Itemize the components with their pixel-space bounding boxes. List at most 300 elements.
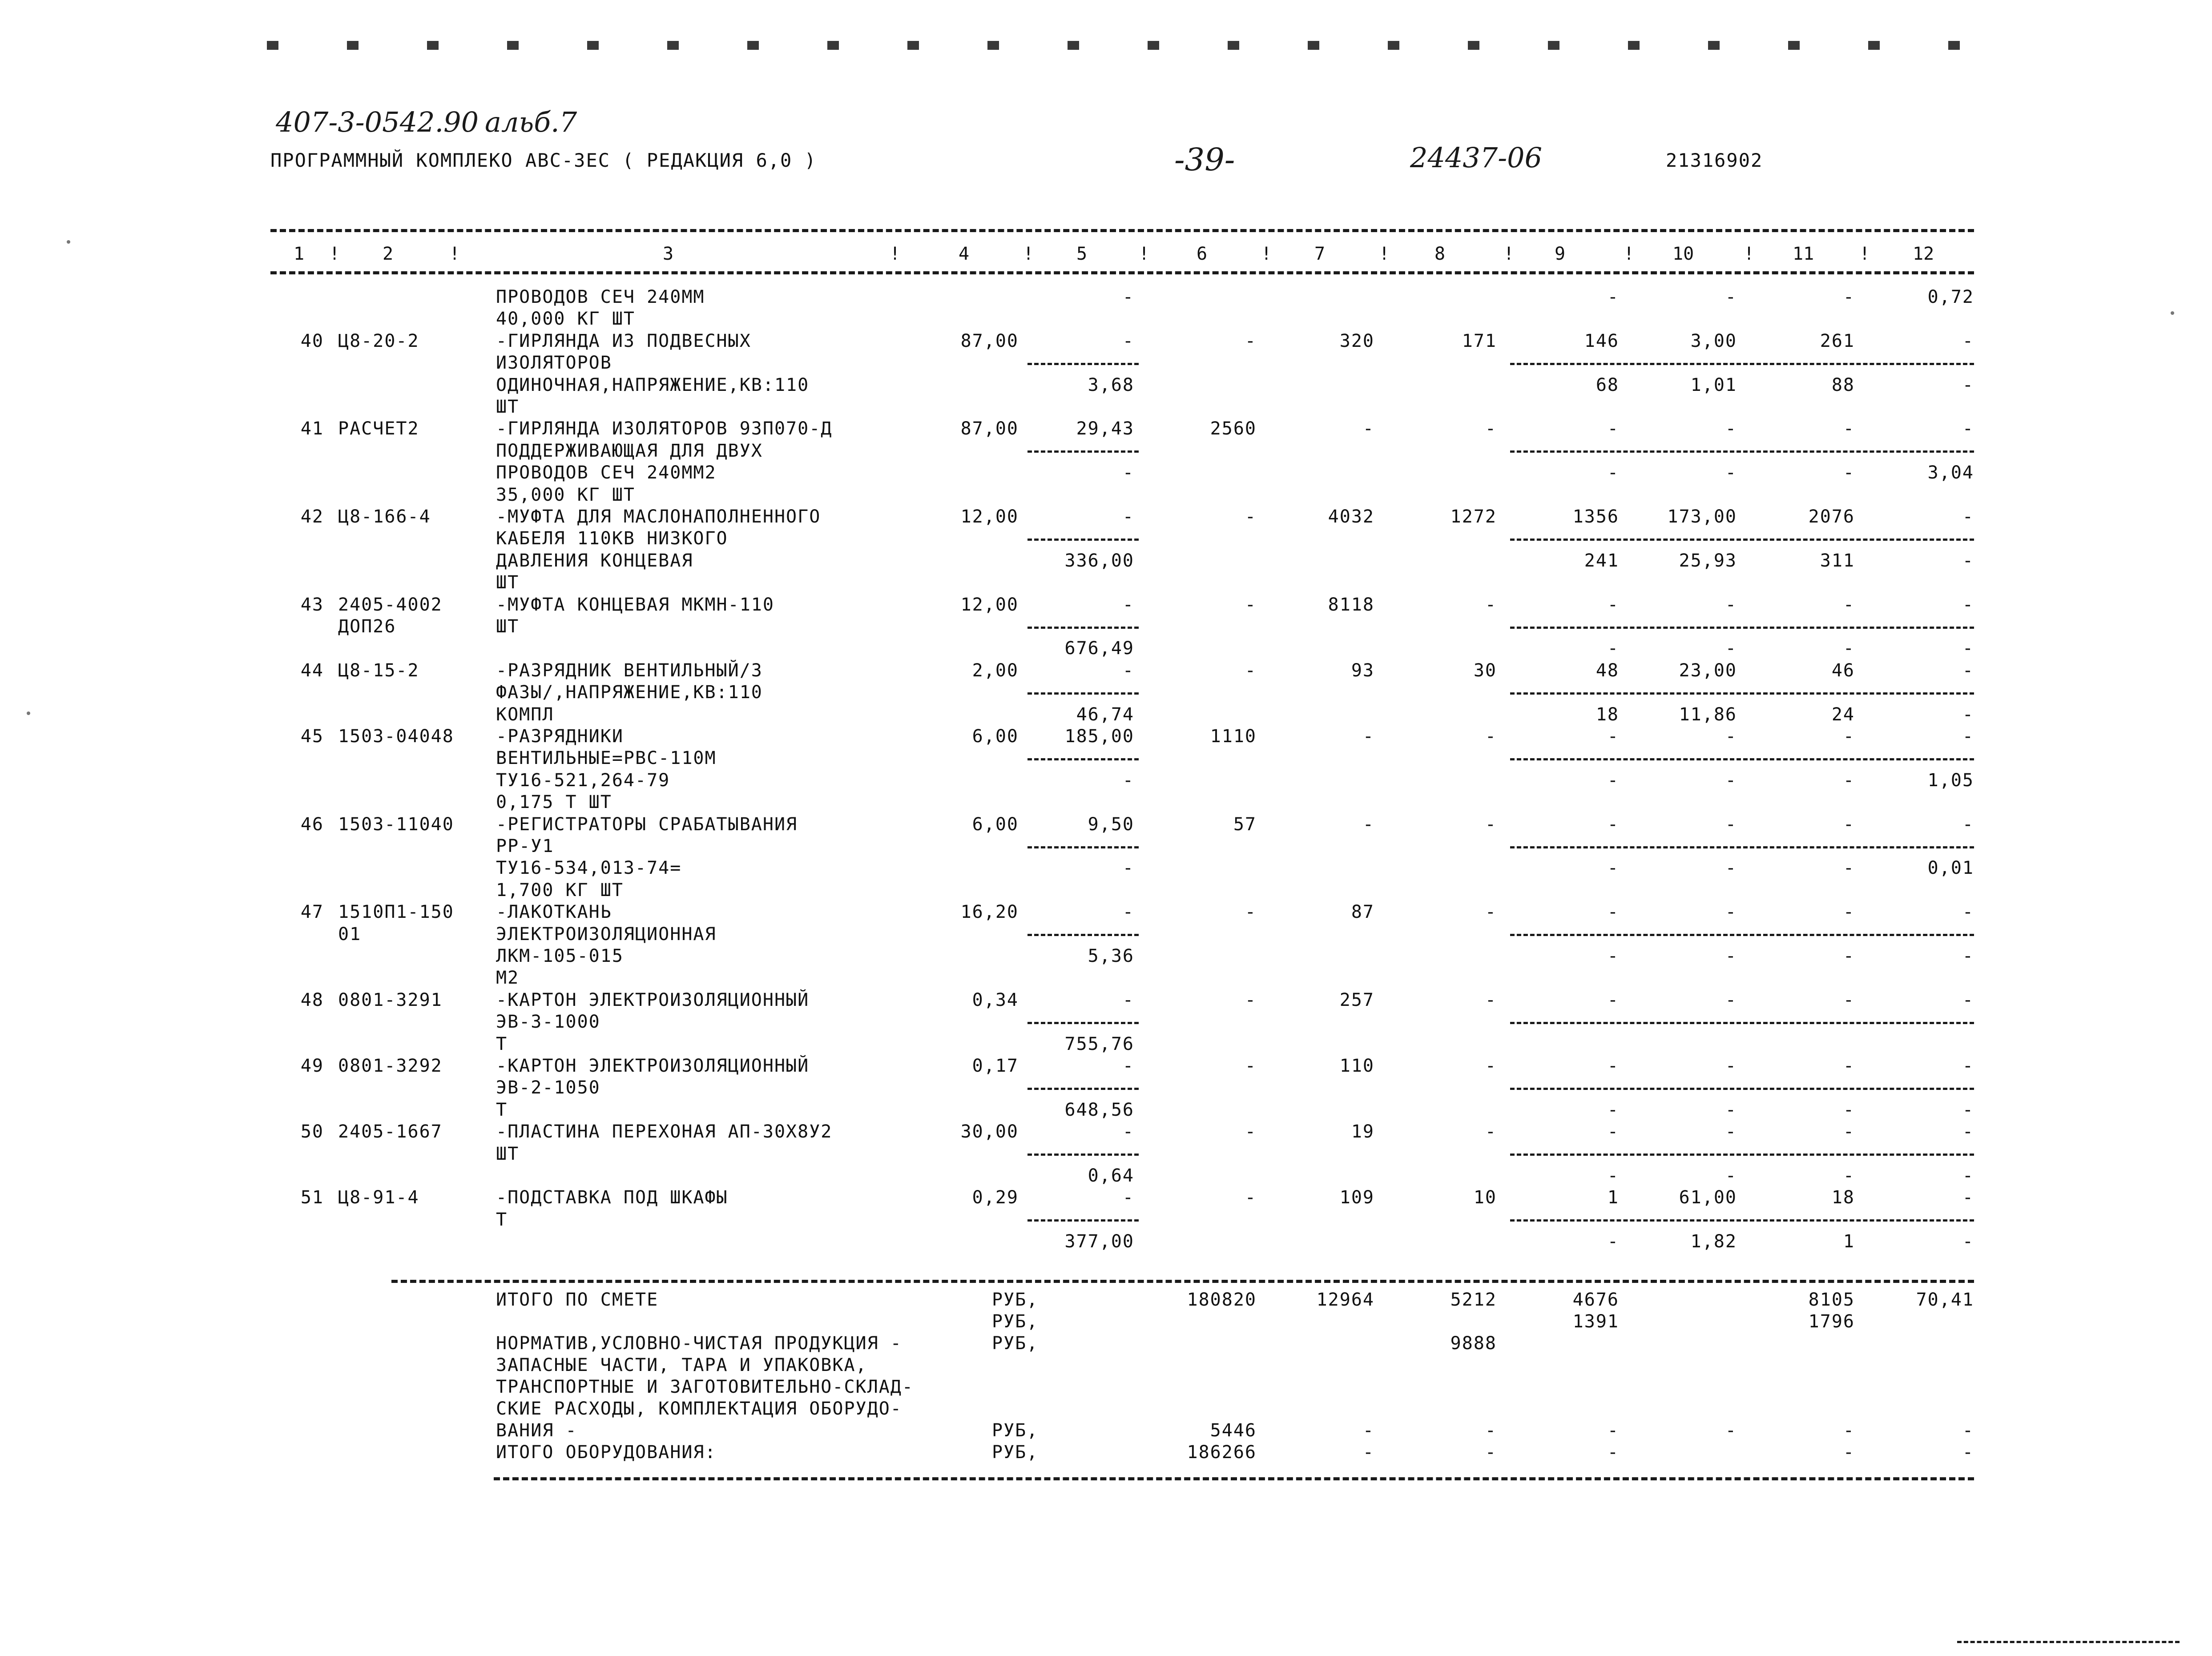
cell-col-11: - <box>1843 990 1855 1010</box>
cell-col-7: 110 <box>1339 1056 1374 1076</box>
cell-col-10: - <box>1725 418 1737 439</box>
description: -ЛАКОТКАНЬ <box>496 902 612 922</box>
description: РР-У1 <box>496 836 554 856</box>
cell-col-8: 30 <box>1473 660 1497 681</box>
cell-col-6: - <box>1245 902 1257 922</box>
price-underline <box>1027 934 1139 936</box>
column-separator: ! <box>890 244 901 264</box>
cell-col-11: - <box>1843 946 1855 966</box>
resource-code: 1503-04048 <box>338 726 454 747</box>
cell-col-7: 4032 <box>1328 506 1374 527</box>
cell-col-10: - <box>1725 902 1737 922</box>
description: ФАЗЫ/,НАПРЯЖЕНИЕ,КВ:110 <box>496 682 763 703</box>
description: -МУФТА КОНЦЕВАЯ МКМН-110 <box>496 595 774 615</box>
cell-col-5: 648,56 <box>1064 1100 1134 1120</box>
totals-col-8: 5212 <box>1450 1290 1497 1310</box>
price-underline <box>1027 539 1139 541</box>
cell-col-11: - <box>1843 902 1855 922</box>
totals-label: ИТОГО ОБОРУДОВАНИЯ: <box>496 1442 717 1463</box>
description: -РЕГИСТРАТОРЫ СРАБАТЫВАНИЯ <box>496 814 798 835</box>
cell-col-11: 311 <box>1820 551 1855 571</box>
cell-col-5: - <box>1122 1121 1134 1142</box>
column-header-6: 6 <box>1197 244 1208 264</box>
cell-col-4: 12,00 <box>960 595 1019 615</box>
cell-col-6: - <box>1245 331 1257 351</box>
row-number: 47 <box>300 902 324 922</box>
totals-col-8: - <box>1485 1442 1497 1463</box>
row-number: 48 <box>300 990 324 1010</box>
totals-col-7: - <box>1362 1442 1374 1463</box>
cell-col-11: - <box>1843 1100 1855 1120</box>
totals-col-6: 186266 <box>1187 1442 1257 1463</box>
description: Т <box>496 1034 508 1054</box>
totals-rule <box>391 1280 1974 1283</box>
page-number: -39- <box>1174 141 1235 178</box>
column-separator: ! <box>1624 244 1635 264</box>
totals-label: ВАНИЯ - <box>496 1420 577 1441</box>
doc-number: 21316902 <box>1666 149 1763 171</box>
price-underline <box>1027 450 1139 453</box>
cell-col-9: - <box>1607 287 1619 307</box>
row-number: 43 <box>300 595 324 615</box>
description: КАБЕЛЯ 110КВ НИЗКОГО <box>496 528 728 549</box>
totals-col-12: 70,41 <box>1916 1290 1974 1310</box>
column-header-8: 8 <box>1434 244 1446 264</box>
resource-code: 01 <box>338 924 362 945</box>
cell-col-11: - <box>1843 595 1855 615</box>
cell-col-5: - <box>1122 287 1134 307</box>
totals-label: НОРМАТИВ,УСЛОВНО-ЧИСТАЯ ПРОДУКЦИЯ - <box>496 1333 902 1354</box>
cell-col-12: - <box>1962 638 1974 659</box>
cell-col-12: - <box>1962 946 1974 966</box>
column-separator: ! <box>1379 244 1390 264</box>
totals-col-9: 4676 <box>1572 1290 1619 1310</box>
cell-col-10: 23,00 <box>1679 660 1737 681</box>
price-underline <box>1027 627 1139 629</box>
column-header-4: 4 <box>959 244 970 264</box>
resource-code: Ц8-91-4 <box>338 1187 419 1208</box>
totals-col-10: - <box>1725 1420 1737 1441</box>
scan-speck <box>2171 311 2174 315</box>
description: ПРОВОДОВ СЕЧ 240ММ2 <box>496 462 717 483</box>
totals-unit: РУБ, <box>992 1290 1039 1310</box>
price-underline <box>1027 1022 1139 1024</box>
price-underline <box>1027 758 1139 760</box>
cell-col-4: 0,29 <box>972 1187 1019 1208</box>
cell-col-9: - <box>1607 1056 1619 1076</box>
cell-col-5: - <box>1122 902 1134 922</box>
cell-col-9: - <box>1607 814 1619 835</box>
cell-col-4: 87,00 <box>960 331 1019 351</box>
handwritten-album: альб.7 <box>485 106 577 138</box>
cell-col-11: 46 <box>1831 660 1855 681</box>
cell-col-5: 676,49 <box>1064 638 1134 659</box>
totals-label: СКИЕ РАСХОДЫ, КОМПЛЕКТАЦИЯ ОБОРУДО- <box>496 1399 902 1419</box>
resource-code: 0801-3291 <box>338 990 443 1010</box>
description: -ГИРЛЯНДА ИЗ ПОДВЕСНЫХ <box>496 331 751 351</box>
totals-col-7: 12964 <box>1316 1290 1374 1310</box>
cell-col-10: - <box>1725 1056 1737 1076</box>
cell-col-11: 24 <box>1831 704 1855 725</box>
cell-col-5: - <box>1122 660 1134 681</box>
price-underline <box>1510 450 1974 453</box>
cell-col-4: 6,00 <box>972 814 1019 835</box>
totals-label: ИТОГО ПО СМЕТЕ <box>496 1290 659 1310</box>
cell-col-5: - <box>1122 462 1134 483</box>
totals-label: ТРАНСПОРТНЫЕ И ЗАГОТОВИТЕЛЬНО-СКЛАД- <box>496 1377 914 1397</box>
row-number: 45 <box>300 726 324 747</box>
cell-col-11: 18 <box>1831 1187 1855 1208</box>
column-header-1: 1 <box>294 244 305 264</box>
cell-col-5: - <box>1122 1056 1134 1076</box>
cell-col-12: - <box>1962 704 1974 725</box>
cell-col-8: - <box>1485 726 1497 747</box>
description: ЭВ-3-1000 <box>496 1012 600 1032</box>
cell-col-10: 173,00 <box>1667 506 1737 527</box>
cell-col-6: 1110 <box>1210 726 1257 747</box>
cell-col-7: - <box>1362 814 1374 835</box>
price-underline <box>1510 1088 1974 1090</box>
scan-speck <box>67 240 70 244</box>
cell-col-11: - <box>1843 858 1855 878</box>
totals-col-11: 1796 <box>1808 1311 1855 1332</box>
totals-unit: РУБ, <box>992 1311 1039 1332</box>
totals-col-9: - <box>1607 1420 1619 1441</box>
cell-col-12: - <box>1962 418 1974 439</box>
description: ЭЛЕКТРОИЗОЛЯЦИОННАЯ <box>496 924 717 945</box>
totals-col-9: - <box>1607 1442 1619 1463</box>
cell-col-9: - <box>1607 858 1619 878</box>
totals-col-6: 180820 <box>1187 1290 1257 1310</box>
cell-col-4: 6,00 <box>972 726 1019 747</box>
cell-col-5: 336,00 <box>1064 551 1134 571</box>
cell-col-10: 1,82 <box>1690 1231 1737 1252</box>
cell-col-12: - <box>1962 1100 1974 1120</box>
cell-col-9: - <box>1607 990 1619 1010</box>
totals-unit: РУБ, <box>992 1333 1039 1354</box>
cell-col-5: 377,00 <box>1064 1231 1134 1252</box>
resource-code: 2405-4002 <box>338 595 443 615</box>
price-underline <box>1510 692 1974 695</box>
cell-col-5: 5,36 <box>1088 946 1134 966</box>
cell-col-9: 18 <box>1596 704 1619 725</box>
resource-code: РАСЧЕТ2 <box>338 418 419 439</box>
cell-col-10: - <box>1725 595 1737 615</box>
price-underline <box>1510 758 1974 760</box>
row-number: 40 <box>300 331 324 351</box>
resource-code: ДОП26 <box>338 616 396 637</box>
row-number: 51 <box>300 1187 324 1208</box>
cell-col-9: 241 <box>1584 551 1619 571</box>
cell-col-12: - <box>1962 1166 1974 1186</box>
cell-col-12: - <box>1962 551 1974 571</box>
row-number: 41 <box>300 418 324 439</box>
cell-col-11: 261 <box>1820 331 1855 351</box>
totals-col-11: 8105 <box>1808 1290 1855 1310</box>
cell-col-7: 19 <box>1351 1121 1374 1142</box>
resource-code: 0801-3292 <box>338 1056 443 1076</box>
cell-col-5: 0,64 <box>1088 1166 1134 1186</box>
cell-col-7: 93 <box>1351 660 1374 681</box>
cell-col-8: - <box>1485 418 1497 439</box>
description: 40,000 КГ ШТ <box>496 309 635 329</box>
cell-col-12: - <box>1962 660 1974 681</box>
cell-col-10: - <box>1725 990 1737 1010</box>
cell-col-8: - <box>1485 1056 1497 1076</box>
price-underline <box>1027 1219 1139 1222</box>
price-underline <box>1510 627 1974 629</box>
cell-col-6: - <box>1245 990 1257 1010</box>
cell-col-5: 755,76 <box>1064 1034 1134 1054</box>
cell-col-12: - <box>1962 990 1974 1010</box>
description: -КАРТОН ЭЛЕКТРОИЗОЛЯЦИОННЫЙ <box>496 990 810 1010</box>
cell-col-11: - <box>1843 1121 1855 1142</box>
cell-col-8: 1272 <box>1450 506 1497 527</box>
cell-col-11: - <box>1843 726 1855 747</box>
row-number: 42 <box>300 506 324 527</box>
cell-col-6: - <box>1245 660 1257 681</box>
cell-col-5: - <box>1122 595 1134 615</box>
description: -ПЛАСТИНА ПЕРЕХОНАЯ АП-30Х8У2 <box>496 1121 833 1142</box>
column-header-7: 7 <box>1314 244 1326 264</box>
column-header-9: 9 <box>1555 244 1566 264</box>
cell-col-5: - <box>1122 506 1134 527</box>
cell-col-4: 16,20 <box>960 902 1019 922</box>
row-number: 46 <box>300 814 324 835</box>
cell-col-9: - <box>1607 1231 1619 1252</box>
cell-col-6: - <box>1245 1121 1257 1142</box>
description: ПРОВОДОВ СЕЧ 240ММ <box>496 287 705 307</box>
cell-col-11: - <box>1843 462 1855 483</box>
cell-col-12: - <box>1962 1231 1974 1252</box>
cell-col-9: - <box>1607 946 1619 966</box>
cell-col-11: - <box>1843 1166 1855 1186</box>
cell-col-7: 320 <box>1339 331 1374 351</box>
price-underline <box>1027 692 1139 695</box>
column-separator: ! <box>1859 244 1870 264</box>
totals-col-7: - <box>1362 1420 1374 1441</box>
header-rule-bottom <box>270 271 1974 274</box>
cell-col-5: - <box>1122 331 1134 351</box>
cell-col-8: - <box>1485 902 1497 922</box>
cell-col-5: 3,68 <box>1088 375 1134 395</box>
cell-col-12: - <box>1962 1121 1974 1142</box>
description: ВЕНТИЛЬНЫЕ=РВС-110М <box>496 748 717 768</box>
cell-col-9: 1 <box>1607 1187 1619 1208</box>
cell-col-12: 0,72 <box>1927 287 1974 307</box>
description: КОМПЛ <box>496 704 554 725</box>
resource-code: Ц8-20-2 <box>338 331 419 351</box>
description: ЛКМ-105-015 <box>496 946 624 966</box>
cell-col-8: - <box>1485 595 1497 615</box>
cell-col-8: - <box>1485 1121 1497 1142</box>
cell-col-8: 171 <box>1462 331 1497 351</box>
cell-col-12: - <box>1962 902 1974 922</box>
cell-col-12: 3,04 <box>1927 462 1974 483</box>
resource-code: 1510П1-150 <box>338 902 454 922</box>
cell-col-12: - <box>1962 814 1974 835</box>
column-header-2: 2 <box>383 244 394 264</box>
cell-col-11: - <box>1843 814 1855 835</box>
column-header-3: 3 <box>663 244 674 264</box>
cell-col-7: 87 <box>1351 902 1374 922</box>
cell-col-10: - <box>1725 462 1737 483</box>
cell-col-8: 10 <box>1473 1187 1497 1208</box>
cell-col-12: - <box>1962 726 1974 747</box>
price-underline <box>1510 1154 1974 1156</box>
description: 0,175 Т ШТ <box>496 792 612 812</box>
cell-col-7: - <box>1362 726 1374 747</box>
price-underline <box>1027 1088 1139 1090</box>
price-underline <box>1510 1022 1974 1024</box>
cell-col-9: - <box>1607 770 1619 791</box>
cell-col-6: - <box>1245 595 1257 615</box>
column-header-10: 10 <box>1672 244 1694 264</box>
column-separator: ! <box>1744 244 1755 264</box>
description: ТУ16-521,264-79 <box>496 770 670 791</box>
description: -РАЗРЯДНИК ВЕНТИЛЬНЫЙ/3 <box>496 660 763 681</box>
cell-col-9: - <box>1607 1100 1619 1120</box>
cell-col-12: - <box>1962 331 1974 351</box>
cell-col-11: 88 <box>1831 375 1855 395</box>
price-underline <box>1027 1154 1139 1156</box>
description: ШТ <box>496 572 520 593</box>
cell-col-5: - <box>1122 858 1134 878</box>
cell-col-5: 185,00 <box>1064 726 1134 747</box>
cell-col-12: - <box>1962 375 1974 395</box>
cell-col-11: 2076 <box>1808 506 1855 527</box>
cell-col-10: - <box>1725 726 1737 747</box>
handwritten-ref: 24437-06 <box>1410 141 1543 174</box>
cell-col-4: 12,00 <box>960 506 1019 527</box>
price-underline <box>1027 846 1139 848</box>
column-separator: ! <box>1503 244 1515 264</box>
handwritten-code: 407-3-0542.90 <box>276 106 479 138</box>
program-line: ПРОГРАММНЫЙ КОМПЛЕКО АВС-3ЕС ( РЕДАКЦИЯ 6,0 ) <box>270 149 817 171</box>
column-separator: ! <box>1261 244 1272 264</box>
cell-col-9: - <box>1607 1121 1619 1142</box>
column-header-5: 5 <box>1076 244 1088 264</box>
price-underline <box>1510 934 1974 936</box>
resource-code: 1503-11040 <box>338 814 454 835</box>
description: М2 <box>496 968 520 988</box>
totals-col-12: - <box>1962 1442 1974 1463</box>
cell-col-7: 109 <box>1339 1187 1374 1208</box>
cell-col-12: - <box>1962 1187 1974 1208</box>
description: ПОДДЕРЖИВАЮЩАЯ ДЛЯ ДВУХ <box>496 441 763 461</box>
cell-col-12: - <box>1962 595 1974 615</box>
cell-col-12: - <box>1962 506 1974 527</box>
row-number: 44 <box>300 660 324 681</box>
description: -ГИРЛЯНДА ИЗОЛЯТОРОВ 93П070-Д <box>496 418 833 439</box>
cell-col-4: 30,00 <box>960 1121 1019 1142</box>
description: ИЗОЛЯТОРОВ <box>496 353 612 373</box>
cell-col-9: 68 <box>1596 375 1619 395</box>
price-underline <box>1510 1219 1974 1222</box>
description: ШТ <box>496 1144 520 1164</box>
cell-col-8: - <box>1485 990 1497 1010</box>
cell-col-5: 9,50 <box>1088 814 1134 835</box>
price-underline <box>1510 363 1974 365</box>
cell-col-9: - <box>1607 462 1619 483</box>
cell-col-7: 257 <box>1339 990 1374 1010</box>
cell-col-9: - <box>1607 638 1619 659</box>
cell-col-4: 0,17 <box>972 1056 1019 1076</box>
cell-col-12: - <box>1962 1056 1974 1076</box>
cell-col-9: 1356 <box>1572 506 1619 527</box>
price-underline <box>1510 846 1974 848</box>
cell-col-11: - <box>1843 287 1855 307</box>
cell-col-10: - <box>1725 287 1737 307</box>
description: -МУФТА ДЛЯ МАСЛОНАПОЛНЕННОГО <box>496 506 821 527</box>
totals-col-11: - <box>1843 1442 1855 1463</box>
resource-code: Ц8-166-4 <box>338 506 431 527</box>
cell-col-5: 46,74 <box>1076 704 1134 725</box>
cell-col-11: 1 <box>1843 1231 1855 1252</box>
totals-col-6: 5446 <box>1210 1420 1257 1441</box>
header-rule-top <box>270 229 1974 232</box>
totals-col-9: 1391 <box>1572 1311 1619 1332</box>
cell-col-8: - <box>1485 814 1497 835</box>
column-header-11: 11 <box>1793 244 1814 264</box>
cell-col-10: - <box>1725 1166 1737 1186</box>
description: -ПОДСТАВКА ПОД ШКАФЫ <box>496 1187 728 1208</box>
cell-col-5: - <box>1122 770 1134 791</box>
column-separator: ! <box>1139 244 1150 264</box>
description: ЭВ-2-1050 <box>496 1077 600 1098</box>
cell-col-10: 11,86 <box>1679 704 1737 725</box>
cell-col-7: 8118 <box>1328 595 1374 615</box>
totals-label: ЗАПАСНЫЕ ЧАСТИ, ТАРА И УПАКОВКА, <box>496 1355 867 1375</box>
column-separator: ! <box>329 244 340 264</box>
cell-col-6: - <box>1245 1056 1257 1076</box>
cell-col-4: 0,34 <box>972 990 1019 1010</box>
cell-col-10: 61,00 <box>1679 1187 1737 1208</box>
totals-col-8: 9888 <box>1450 1333 1497 1354</box>
top-punch-marks <box>267 41 1966 50</box>
cell-col-10: - <box>1725 770 1737 791</box>
cell-col-9: - <box>1607 418 1619 439</box>
cell-col-5: 29,43 <box>1076 418 1134 439</box>
equipment-total-rule <box>494 1477 1974 1480</box>
description: Т <box>496 1100 508 1120</box>
totals-col-8: - <box>1485 1420 1497 1441</box>
resource-code: 2405-1667 <box>338 1121 443 1142</box>
price-underline <box>1027 363 1139 365</box>
cell-col-10: - <box>1725 638 1737 659</box>
column-header-12: 12 <box>1913 244 1934 264</box>
cell-col-5: - <box>1122 990 1134 1010</box>
cell-col-4: 87,00 <box>960 418 1019 439</box>
cell-col-6: - <box>1245 1187 1257 1208</box>
cell-col-6: 2560 <box>1210 418 1257 439</box>
cell-col-5: - <box>1122 1187 1134 1208</box>
column-separator: ! <box>1023 244 1034 264</box>
cell-col-10: 25,93 <box>1679 551 1737 571</box>
cell-col-9: 48 <box>1596 660 1619 681</box>
cell-col-9: - <box>1607 595 1619 615</box>
description: 35,000 КГ ШТ <box>496 485 635 505</box>
cell-col-7: - <box>1362 418 1374 439</box>
price-underline <box>1510 539 1974 541</box>
cell-col-11: - <box>1843 1056 1855 1076</box>
description: ДАВЛЕНИЯ КОНЦЕВАЯ <box>496 551 693 571</box>
resource-code: Ц8-15-2 <box>338 660 419 681</box>
description: Т <box>496 1210 508 1230</box>
cell-col-10: 3,00 <box>1690 331 1737 351</box>
scan-speck <box>27 711 30 715</box>
cell-col-10: - <box>1725 1100 1737 1120</box>
